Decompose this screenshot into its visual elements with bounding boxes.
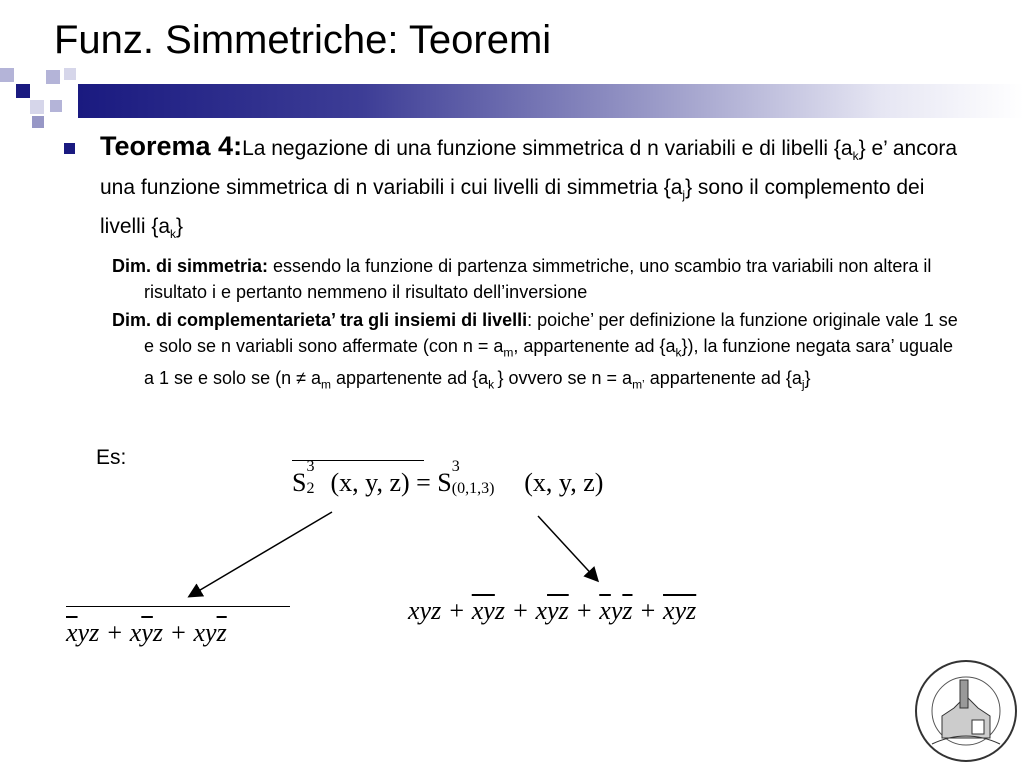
dim-complement-item	[112, 307, 964, 398]
slide-body	[64, 130, 964, 398]
theorem-text: La negazione di una funzione simmetrica d n variabili e di libelli $\{a_k\}$ e’ ancora una funzione simmetrica di n variabili i cui livelli di simmetria $\{a_j\}$ sono il complemento dei livelli $\{a_k\}$	[100, 137, 958, 242]
university-seal-icon	[912, 658, 1020, 764]
gradient-bar	[78, 84, 1024, 118]
negated-term: $\overline{x}$	[66, 618, 78, 647]
decor-square	[46, 70, 60, 84]
decor-square	[64, 68, 76, 80]
negated-term: $\overline{y}$	[141, 618, 153, 647]
eq-s1: S	[292, 468, 307, 497]
square-bullet-icon	[64, 143, 75, 154]
left-expression-terms	[66, 618, 227, 647]
right-expression	[408, 596, 696, 626]
example-label: Es:	[96, 446, 127, 469]
arrow-left	[190, 512, 332, 596]
expression-term: yz + x	[77, 618, 142, 647]
theorem-label: Teorema 4:	[100, 131, 243, 161]
expression-term: xyz +	[408, 596, 472, 625]
negated-term: $\overline{xyz}$	[663, 596, 697, 625]
left-expression	[66, 618, 227, 648]
negated-term: $\overline{z}$	[216, 618, 227, 647]
right-expression-terms	[408, 596, 696, 625]
eq-args-1: (x, y, z) = S	[330, 468, 452, 497]
negated-term: $\overline{z}$	[622, 596, 633, 625]
decor-square	[32, 116, 44, 128]
expression-term: y	[610, 596, 623, 625]
decor-square	[50, 100, 62, 112]
expression-term: z + xy	[152, 618, 217, 647]
dim-complement-text: : poiche’ per definizione la funzione originale vale 1 se e solo se n variabli sono affermate (con $n = a_m$, appartenente ad $\{a_k\}$), la funzione negata sara’ uguale a 1 se e solo se ($n \ne a_m$ appartenente ad {$a_k$ } ovvero se $n = a_{m’}$ appartenente ad $\{a_j\}$	[144, 309, 958, 392]
arrow-right	[538, 516, 597, 580]
theorem-bullet	[64, 130, 964, 251]
negated-term: $\overline{x}$	[599, 596, 611, 625]
decor-square	[30, 100, 44, 114]
eq-indices-1: 3 2	[306, 458, 315, 497]
dim-symmetry-label: Dim. di simmetria:	[112, 255, 269, 276]
dim-symmetry-item	[112, 253, 964, 305]
eq-indices-2: 3 (0,1,3)	[451, 458, 495, 497]
decor-square	[16, 84, 30, 98]
slide-title: Funz. Simmetriche: Teoremi	[54, 18, 552, 62]
expression-term: +	[568, 596, 600, 625]
left-negation-overbar	[66, 606, 290, 607]
decor-square	[0, 68, 14, 82]
expression-term: +	[632, 596, 664, 625]
negated-term: $\overline{xy}$	[471, 596, 495, 625]
dim-complement-label: Dim. di complementarieta’ tra gli insiemi di livelli	[112, 309, 528, 330]
expression-term: z + x	[494, 596, 548, 625]
negated-term: $\overline{yz}$	[547, 596, 569, 625]
eq-args-2: (x, y, z)	[517, 468, 604, 497]
dim-symmetry-text: essendo la funzione di partenza simmetriche, uno scambio tra variabili non altera il risultato i e pertanto nemmeno il risultato dell’inversione	[144, 255, 932, 302]
symmetric-function-equation	[292, 458, 604, 498]
